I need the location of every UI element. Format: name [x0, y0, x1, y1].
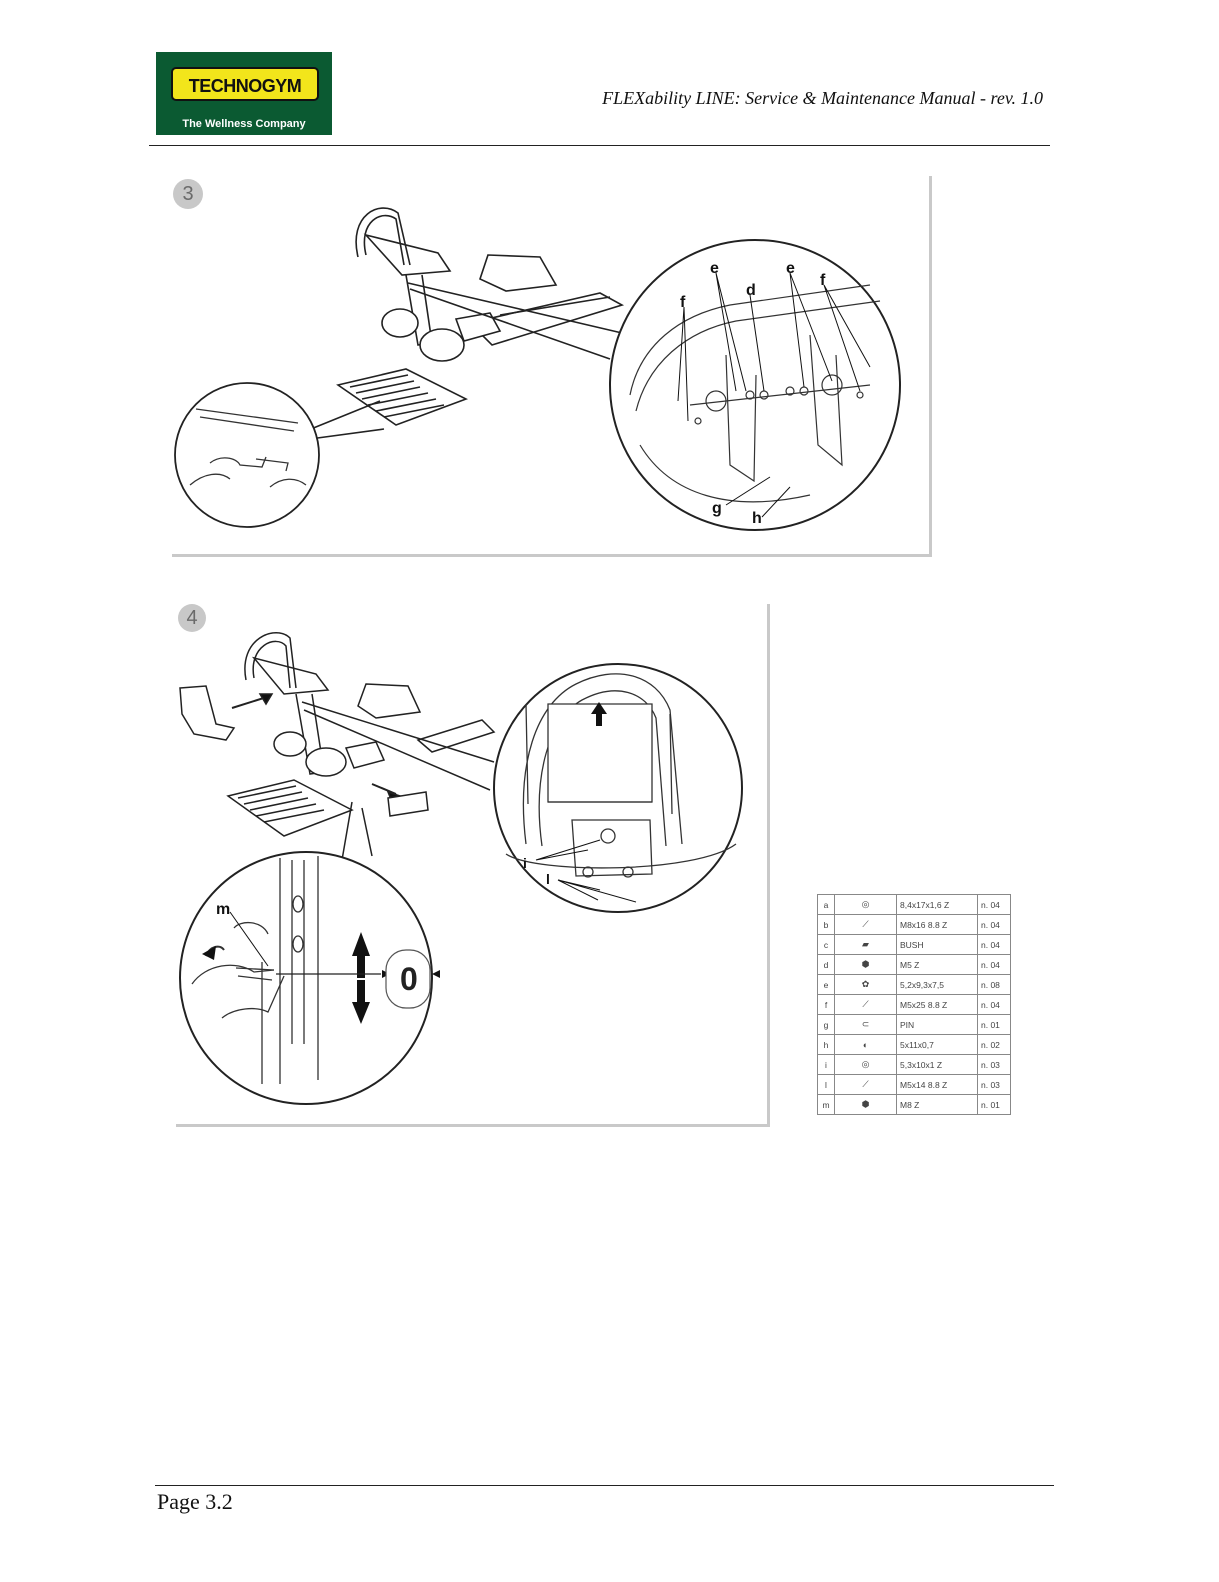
part-description: 5x11x0,7: [897, 1035, 978, 1055]
technogym-logo-plate: [170, 64, 320, 104]
height-adjust-detail-magnifier: [180, 852, 440, 1104]
part-description: 5,2x9,3x7,5: [897, 975, 978, 995]
washer-icon: ◎: [835, 895, 897, 915]
part-quantity: n. 04: [978, 915, 1011, 935]
callout-d: d: [746, 282, 756, 299]
step-4-illustration: [176, 624, 746, 1109]
parts-row: [818, 955, 1011, 975]
parts-row: [818, 935, 1011, 955]
screw-icon: ⟋: [835, 1075, 897, 1095]
callout-l: l: [546, 871, 550, 887]
lock-washer-icon: ✿: [835, 975, 897, 995]
part-letter: g: [818, 1015, 835, 1035]
pad-mount-detail-magnifier: [494, 664, 742, 912]
part-description: PIN: [897, 1015, 978, 1035]
callout-i: i: [523, 855, 527, 871]
part-quantity: n. 03: [978, 1075, 1011, 1095]
manual-title: FLEXability LINE: Service & Maintenance Manual - rev. 1.0: [602, 88, 1043, 108]
page-number: Page 3.2: [157, 1489, 233, 1514]
step-4-badge: 4: [178, 604, 206, 632]
part-quantity: n. 04: [978, 895, 1011, 915]
part-quantity: n. 04: [978, 995, 1011, 1015]
part-quantity: n. 02: [978, 1035, 1011, 1055]
parts-row: [818, 915, 1011, 935]
pin-icon: ⊂: [835, 1015, 897, 1035]
part-quantity: n. 01: [978, 1095, 1011, 1115]
part-description: M8x16 8.8 Z: [897, 915, 978, 935]
parts-row: [818, 895, 1011, 915]
logo-tagline: The Wellness Company: [182, 118, 306, 130]
step-3-illustration: [170, 195, 910, 540]
part-description: M5x25 8.8 Z: [897, 995, 978, 1015]
nut-icon: ⬢: [835, 955, 897, 975]
footer-rule: [155, 1485, 1054, 1486]
screw-icon: ⟋: [835, 995, 897, 1015]
part-letter: c: [818, 935, 835, 955]
parts-row: [818, 1095, 1011, 1115]
step-3-badge: 3: [173, 179, 203, 209]
part-letter: b: [818, 915, 835, 935]
technogym-logo: [156, 52, 332, 135]
part-letter: i: [818, 1055, 835, 1075]
part-quantity: n. 03: [978, 1055, 1011, 1075]
part-letter: e: [818, 975, 835, 995]
part-letter: d: [818, 955, 835, 975]
callout-f-left: f: [680, 294, 686, 311]
handle-bracket-detail-magnifier: [610, 240, 900, 530]
callout-f-right: f: [820, 272, 826, 289]
parts-row: [818, 975, 1011, 995]
bush-icon: ▰: [835, 935, 897, 955]
part-description: 5,3x10x1 Z: [897, 1055, 978, 1075]
nut-icon: ⬢: [835, 1095, 897, 1115]
parts-row: [818, 1035, 1011, 1055]
part-letter: h: [818, 1035, 835, 1055]
callout-e-right: e: [786, 260, 795, 277]
gauge-zero-label: 0: [400, 961, 418, 997]
part-quantity: n. 04: [978, 955, 1011, 975]
parts-row: [818, 1015, 1011, 1035]
part-letter: a: [818, 895, 835, 915]
part-description: M8 Z: [897, 1095, 978, 1115]
callout-m: m: [216, 901, 231, 918]
part-description: M5x14 8.8 Z: [897, 1075, 978, 1095]
part-quantity: n. 08: [978, 975, 1011, 995]
washer-icon: ◎: [835, 1055, 897, 1075]
spring-washer-icon: ◐: [835, 1035, 897, 1055]
callout-e-left: e: [710, 260, 719, 277]
part-letter: m: [818, 1095, 835, 1115]
part-quantity: n. 04: [978, 935, 1011, 955]
parts-table: [817, 894, 1011, 1115]
parts-row: [818, 995, 1011, 1015]
part-quantity: n. 01: [978, 1015, 1011, 1035]
part-letter: l: [818, 1075, 835, 1095]
part-description: 8,4x17x1,6 Z: [897, 895, 978, 915]
parts-row: [818, 1055, 1011, 1075]
callout-h: h: [752, 510, 762, 527]
header-rule: [149, 145, 1050, 146]
logo-brand: TECHNOGYM: [188, 76, 302, 96]
screw-icon: ⟋: [835, 915, 897, 935]
footplate-detail-magnifier: [175, 383, 319, 527]
callout-g: g: [712, 500, 722, 517]
part-letter: f: [818, 995, 835, 1015]
part-description: BUSH: [897, 935, 978, 955]
parts-row: [818, 1075, 1011, 1095]
part-description: M5 Z: [897, 955, 978, 975]
